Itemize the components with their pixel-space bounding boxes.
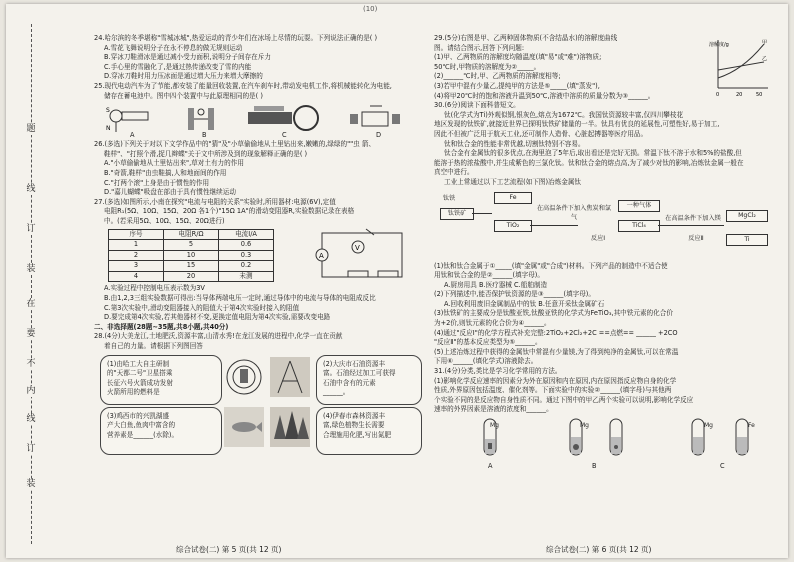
option: C.第3次实验中,滑动变阻器接入的阻值大于第4次实验时接入的阻值 [104, 303, 300, 312]
tube-chem-label: Mg [490, 422, 499, 429]
svg-text:N: N [106, 125, 111, 133]
question-30-part: (4)通过"反应Ⅰ"的化学方程式补充完整:2TiO₂+2Cl₂+2C ==点燃== ______ +2CO [434, 328, 678, 337]
passage-line: 能溶于热的浓盐酸中,并生成紫色的三氯化钛。钛和钛合金的熔点高,为了减少对钛的影响,冶炼钛金属一般在 [434, 158, 744, 167]
table-cell: 4 [109, 271, 164, 282]
question-28-cont: 着自己的力量。请根据下列图回答 [104, 342, 203, 351]
card-line: 的"天都二号"卫星搭乘 [107, 369, 173, 378]
binding-dashed-line [31, 24, 32, 544]
card-line: 产大白鱼,鱼肉中富含的 [107, 421, 176, 430]
question-30: 30.(6分)阅读下面科普短文。 [434, 101, 520, 110]
spine-word: 要 [24, 329, 38, 340]
flow-box: 一种气体 [618, 200, 660, 212]
test-tube-b-icon [554, 417, 644, 463]
table-cell: 0.3 [219, 250, 274, 261]
table-cell: 0.6 [219, 240, 274, 251]
question-28: 28.(4分)大美龙江,土地肥沃,资源丰富,山清水秀!在龙江发展的进程中,化学一直在贡献 [94, 332, 343, 341]
table-cell: 未测 [219, 271, 274, 282]
svg-text:A: A [319, 251, 324, 260]
tube-label: C [720, 462, 725, 470]
tube-label: A [488, 462, 493, 470]
graph-tick: 0 [716, 92, 720, 98]
card-line: (3)鸡西市的兴凯湖盛 [107, 411, 170, 420]
question-30-part: (5)上述冶炼过程中获得的金属钛中常混有少量镁,为了得到纯净的金属钛,可以在常温 [434, 347, 679, 356]
question-30-part: (2)下列描述中,能否保护钛资源的是③______(填字母)。 [434, 290, 595, 299]
table-cell: 1 [109, 240, 164, 251]
flow-note: 钛铁 [442, 194, 456, 202]
spine-word: 在 [24, 299, 38, 310]
fish-icon [224, 407, 264, 447]
card-line: 长征六号火箭成功发射 [107, 378, 173, 387]
card-line: (2)大庆市石油资源丰 [323, 359, 386, 368]
flow-box: 钛铁矿 [440, 208, 474, 220]
tube-chem-label: Fe [748, 422, 755, 429]
option: A."小草偷偷地从土里钻出来",草对土有力的作用 [104, 159, 244, 168]
question-25: 25.现代电动汽车为了节能,都安装了能量回收装置,在汽车刹车时,带动发电机工作,将机械能转化为电能, [94, 81, 392, 90]
solubility-graph-icon [708, 36, 770, 98]
question-30-part: (1)钛和钛合金属于①_____(填"金属"或"合成")材料。下列产品的制造中不适合使 [434, 261, 668, 270]
passage-line: 地区发现的钛铁矿,就接近世界已探明钛铁矿储量的一半。钛具有优良的延展性,可塑性好,易于加工, [434, 120, 720, 129]
spine-word: 订 [24, 444, 38, 455]
question-25-cont: 储存在蓄电池中。图中四个装置中与此原理相同的是( ) [104, 91, 263, 100]
flow-arrow [658, 225, 724, 226]
table-header: 序号 [109, 229, 164, 240]
data-table [108, 229, 274, 283]
question-29-line: (2)______℃时,甲、乙两物质的溶解度相等; [434, 72, 561, 81]
question-27-cont: 电阻R₁(5Ω、10Ω、15Ω、20Ω 各1个)"15Ω 1A"的滑动变阻器R,实验数据记录在表格 [104, 207, 355, 216]
card-line: (4)伊春市森林资源丰 [323, 411, 386, 420]
question-29-line: (4)将甲20℃时的饱和溶液升温到50℃,溶液中溶质的质量分数为③______。 [434, 91, 655, 100]
spine-word: 题 [24, 124, 38, 135]
svg-text:V: V [355, 243, 360, 252]
card-1 [100, 355, 222, 405]
graph-series-label: 甲 [762, 40, 768, 46]
left-page [94, 34, 419, 462]
question-29-line: 50℃时,甲物质的溶解度为②_____。 [434, 62, 541, 71]
question-29-line: (1)甲、乙两物质的溶解度均随温度(填"易"或"难")溶物质; [434, 53, 602, 62]
spine-word: 装 [24, 264, 38, 275]
tube-chem-label: Mg [704, 422, 713, 429]
card-line: 石油中含有的元素 [323, 378, 376, 387]
spine-word: 不 [24, 359, 38, 370]
table-header: 电阻R/Ω [164, 229, 219, 240]
question-30-part: (3)钛铁矿的主要成分是钛酸亚铁,钛酸亚铁的化学式为FeTiO₃,其中铁元素的化合价 [434, 309, 673, 318]
table-with-circuit [94, 229, 419, 283]
tube-label: B [592, 462, 597, 470]
table-row [109, 240, 274, 251]
option: A.实验过程中控制电压表示数为3V [104, 284, 205, 293]
flow-arrow [530, 225, 578, 226]
question-29 [434, 34, 774, 101]
option: D.要完成第4次实验,若其他器材不变,更换定值电阻为第4次实验,需要改变电路 [104, 313, 331, 322]
question-31-line: 性质,外界原因包括温度、催化剂等。下面实验中的实验②______(填字母)与其他两 [434, 386, 672, 395]
table-cell: 15 [164, 261, 219, 272]
binding-margin [18, 24, 46, 544]
question-30-part: 用钛和钛合金的是②______(填字母)。 [434, 271, 544, 280]
option: D."嘉儿蝴蝶"吸盘在部由于具有惯性继续运动 [104, 188, 236, 197]
section-heading: 二、非选择题(28题~35题,共8小题,共40分) [94, 322, 229, 331]
card-line: 合理施用化肥,写出氮肥 [323, 430, 392, 439]
spine-word: 线 [24, 184, 38, 195]
svg-text:S: S [106, 107, 110, 115]
question-29-line: (3)若甲中混有少量乙,提纯甲的方法是⑤_____(填"蒸发"), [434, 81, 600, 90]
forest-icon [270, 407, 310, 447]
flow-note: 反应Ⅰ [590, 234, 606, 242]
table-cell: 0.2 [219, 261, 274, 272]
passage-line: 钛和钛合金的性能非常优越,切割钛特别不容易。 [444, 139, 585, 148]
spine-word: 线 [24, 414, 38, 425]
option: C."打两个滚"上身是由于惯性的作用 [104, 178, 210, 187]
question-30-part: 下用⑥______(填化学式)溶液除去。 [434, 357, 538, 366]
test-tube-figures [434, 415, 774, 471]
card-4 [316, 407, 422, 455]
table-row [109, 250, 274, 261]
emblem-icon [224, 357, 264, 397]
question-31-line: 个实验不同的是反应物自身性质不同。通过下图中的甲乙两个实验可以说明,影响化学反应 [434, 395, 694, 404]
flow-box: TiCl₄ [618, 220, 660, 232]
right-page [434, 34, 774, 471]
table-cell: 2 [109, 250, 164, 261]
circuit-diagram-icon [312, 227, 412, 283]
passage-line: 钛合金有金属钛的很多优点,在海里泡了5年后,取出看还是完好无损。常温下钛不溶于水和5%的盐酸,但 [444, 149, 742, 158]
question-28-cards [94, 355, 419, 459]
graph-tick: 20 [736, 92, 743, 98]
table-header-row [109, 229, 274, 240]
question-30-part: "反应Ⅱ"的基本反应类型为⑤______。 [434, 338, 542, 347]
question-26: 26.(多选)下列关于对以下文学作品中的"猜"及"小草偷偷地从土里钻出来,嫩嫩的,绿绿的""虫 箭、 [94, 140, 376, 149]
passage-line: 钛(化学式为Ti)外观似钢,银灰色,熔点为1672℃。我国钛资源较丰富,仅四川攀枝花 [444, 110, 684, 119]
graph-series-label: 乙 [762, 56, 768, 62]
flow-box: Ti [726, 234, 768, 246]
tube-chem-label: Mg [580, 422, 589, 429]
option: A.厨房用具 B.医疗器械 C.船舶制造 [444, 280, 548, 289]
flow-box: MgCl₂ [726, 210, 768, 222]
table-header: 电流I/A [219, 229, 274, 240]
question-26-cont: 鞋样"、"打照个滑,捉几辫蝶"关于文中所涉及到的现象解释正确的是( ) [104, 149, 308, 158]
flow-note: 在高温条件下加入焦炭和氯气 [536, 204, 612, 221]
exam-sheet [6, 4, 788, 558]
card-line: 富。石油经过加工可获得 [323, 369, 396, 378]
question-29-line: 图。请结合图示,回答下列问题: [434, 43, 525, 52]
card-line: 富,绿色植物生长需要 [323, 421, 385, 430]
page-footer-left: 综合试卷(二) 第 5 页(共 12 页) [176, 545, 282, 554]
figure-label: A [130, 130, 135, 139]
figure-label: C [282, 130, 287, 139]
table-row [109, 261, 274, 272]
question-29-line: 29.(5分)右图是甲、乙两种固体物质(不含结晶水)的溶解度曲线 [434, 34, 618, 42]
question-24: 24.哈尔滨的冬季堪称"雪城冰城",热爱运动的青少年们在冰场上尽情的玩耍。下列说法正确的是( ) [94, 34, 378, 42]
graph-ylabel: 溶解度/g [709, 42, 729, 48]
question-31: 31.(4分)分类,类比是学习化学常用的方法。 [434, 367, 562, 376]
card-3 [100, 407, 222, 455]
question-27-cont: 中。(若采用5Ω、10Ω、15Ω、20Ω进行) [104, 216, 225, 225]
question-27: 27.(多选)如图所示,小南在探究"电流与电阻的关系"实验时,所用器材:电源(6V),定值 [94, 197, 336, 206]
option: A.回收利用废旧金属制品中的钛 B.任意开采钛金属矿石 [444, 299, 605, 308]
top-note: (10) [363, 5, 378, 13]
question-30-part: 为+2价,则钛元素的化合价为④______。 [434, 319, 551, 328]
passage-line: 真空中进行。 [434, 168, 474, 177]
flow-arrow [472, 213, 492, 214]
table-cell: 3 [109, 261, 164, 272]
option: B.穿冰刀鞋滑冰是通过减小受力面积,说明分子间存在斥力 [104, 53, 271, 62]
flow-note: 反应Ⅱ [688, 234, 704, 242]
table-cell: 20 [164, 271, 219, 282]
card-line: ______。 [323, 388, 350, 397]
question-31-line: 速率的外界因素是溶液的浓度和______。 [434, 405, 553, 414]
graph-tick: 50 [756, 92, 763, 98]
option: B."奇箭,鞋样"由虫鞋搞,人和地面间的作用 [104, 168, 227, 177]
flow-box: TiO₂ [494, 220, 532, 232]
spine-word: 订 [24, 224, 38, 235]
question-31-line: (1)影响化学反应速率的因素分为外在原因和内在原因,内在原因指反应物自身的化学 [434, 376, 677, 385]
table-cell: 5 [164, 240, 219, 251]
flow-title: 工业上常通过以下工艺流程(如下图)冶炼金属钛 [444, 177, 582, 186]
option: C.手心里的雪融化了,是通过热传递改变了雪的内能 [104, 62, 252, 71]
card-line: 火箭所用的燃料是 [107, 388, 160, 397]
figure-label: D [376, 130, 382, 139]
flow-box: Fe [494, 192, 532, 204]
spine-word: 装 [24, 479, 38, 490]
process-flow-diagram [434, 190, 774, 260]
figure-label: B [202, 130, 207, 139]
table-cell: 10 [164, 250, 219, 261]
oil-derrick-icon [270, 357, 310, 397]
option: B.由1,2,3三组实验数据可得出:当导体两端电压一定时,通过导体中的电流与导体的电阻成反比 [104, 294, 376, 303]
page-footer-right: 综合试卷(二) 第 6 页(共 12 页) [546, 545, 652, 554]
option: A.雪花飞舞说明分子在永不停息的做无规则运动 [104, 43, 243, 52]
card-line: 营养素是______(水除)。 [107, 430, 179, 439]
table-row [109, 271, 274, 282]
flow-note: 在高温条件下加入镁 [665, 214, 721, 222]
figure-25 [94, 102, 419, 138]
spine-word: 内 [24, 386, 38, 397]
card-2 [316, 355, 422, 405]
option: D.穿冰刀鞋时用力压冰面是通过增大压力来增大摩擦的 [104, 72, 263, 81]
passage-line: 因此不但被广泛用于航天工业,还可制作人造骨、心脏起搏器等医疗用品。 [434, 129, 648, 138]
card-line: (1)由哈工大自主研制 [107, 359, 170, 368]
